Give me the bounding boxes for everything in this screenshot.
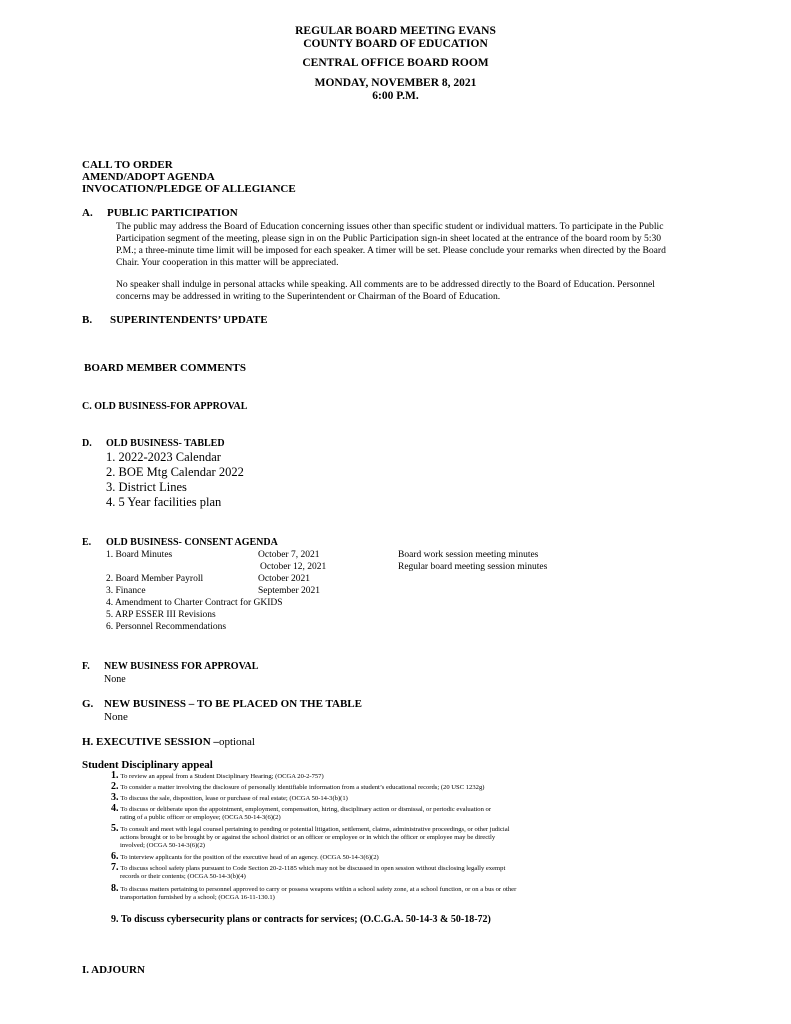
executive-session-heading [82,736,255,749]
appeal-item [111,885,651,906]
consent-item: 4. Amendment to Charter Contract for GKIDS [106,598,283,608]
section-c-title: C. OLD BUSINESS-FOR APPROVAL [82,401,248,412]
appeal-item [111,825,651,853]
header-line-2: COUNTY BOARD OF EDUCATION [303,38,488,50]
appeal-item-text: To review an appeal from a Student Disciplinary Hearing; (OCGA 20-2-757) [120,773,324,780]
tabled-list [106,450,244,510]
appeal-item [111,772,651,783]
para-line: Chair. Your cooperation in this matter will be appreciated. [116,257,339,268]
executive-session-optional: optional [218,736,255,748]
appeal-item [111,805,651,825]
consent-item: 6. Personnel Recommendations [106,622,227,632]
appeal-item-text: transportation furnished by a school; (OCGA 16-11-130.1) [120,894,275,901]
consent-note: Regular board meeting session minutes [398,562,548,572]
consent-item: 5. ARP ESSER III Revisions [106,610,216,620]
consent-date: October 7, 2021 [258,550,320,560]
section-g-letter: G. [82,698,94,710]
public-participation-paragraph-1 [116,221,716,269]
tabled-item: 3. District Lines [106,480,187,494]
appeal-item-text: To discuss school safety plans pursuant to Code Section 20-2-1185 which may not be discussed in open session without disclosing legally exempt [120,865,506,872]
appeal-item-text: actions brought or to be brought by or against the school district or an officer or employee or in which the officer or employee may be directly [120,834,496,841]
consent-item: 3. Finance [106,586,146,596]
section-d-letter: D. [82,438,92,449]
appeal-item-text: To discuss matters pertaining to personnel approved to carry or possess weapons within a school safety zone, at a school function, or on a bus or other [120,886,517,893]
appeal-item-number: 2. [111,781,119,792]
section-d-title: OLD BUSINESS- TABLED [106,438,225,449]
appeal-item-text: To consider a matter involving the disclosure of personally identifiable information from a student’s educational records; (20 USC 1232g) [120,784,485,791]
appeal-item-text: involved; (OCGA 50-14-3(6)(2) [120,842,205,849]
appeal-item [111,864,651,885]
appeal-item [111,853,651,864]
consent-date: September 2021 [258,586,321,596]
appeal-title: Student Disciplinary appeal [82,759,213,771]
appeal-item [111,783,651,794]
section-a-title: PUBLIC PARTICIPATION [107,207,238,219]
consent-item: 1. Board Minutes [106,550,173,560]
section-g-title: NEW BUSINESS – TO BE PLACED ON THE TABLE [104,698,362,710]
executive-session-title: H. EXECUTIVE SESSION – [82,736,219,748]
tabled-item: 4. 5 Year facilities plan [106,495,222,509]
section-b-letter: B. [82,314,93,326]
public-participation-paragraph-2 [116,279,716,303]
tabled-item: 2. BOE Mtg Calendar 2022 [106,465,244,479]
para-line: P.M.; a three-minute time limit will be imposed for each speaker. A timer will be set. Please conclude your remarks when directed by the Board [116,245,666,256]
consent-agenda-table [106,549,626,633]
appeal-item-number: 7. [111,862,119,873]
table-row [106,621,626,633]
table-row [106,561,626,573]
amend-adopt-agenda: AMEND/ADOPT AGENDA [82,171,215,183]
header-date: MONDAY, NOVEMBER 8, 2021 [314,77,477,89]
appeal-item-number: 5. [111,823,119,834]
appeal-list [111,772,651,906]
appeal-item-text: To discuss the sale, disposition, lease or purchase of real estate; (OCGA 50-14-3(b)(1) [120,795,348,802]
appeal-item-text: records or their contents; (OCGA 50-14-3(b)(4) [120,873,246,880]
section-e-title: OLD BUSINESS- CONSENT AGENDA [106,537,278,548]
invocation-pledge: INVOCATION/PLEDGE OF ALLEGIANCE [82,183,296,195]
section-a-letter: A. [82,207,93,219]
appeal-item-number: 6. [111,851,119,862]
appeal-item-text: To interview applicants for the position of the executive head of an agency. (OCGA 50-14-3(6)(2) [120,854,379,861]
appeal-item-text: To consult and meet with legal counsel pertaining to pending or potential litigation, settlement, claims, administrative proceedings, or other judicial [120,826,510,833]
consent-note: Board work session meeting minutes [398,550,539,560]
section-f-body: None [104,674,126,685]
appeal-item-number: 3. [111,792,119,803]
table-row [106,573,626,585]
section-f-letter: F. [82,661,90,672]
call-to-order: CALL TO ORDER [82,159,173,171]
header-time: 6:00 P.M. [372,90,419,102]
consent-date: October 12, 2021 [260,562,327,572]
para-line: The public may address the Board of Education concerning issues other than specific student or individual matters. To participate in the Public [116,221,664,232]
consent-date: October 2021 [258,574,310,584]
appeal-item-text: rating of a public officer or employee; (OCGA 50-14-3(6)(2) [120,814,281,821]
section-f-title: NEW BUSINESS FOR APPROVAL [104,661,259,672]
table-row [106,597,626,609]
tabled-item: 1. 2022-2023 Calendar [106,450,221,464]
section-g-body: None [104,711,128,723]
appeal-item-text: To discuss or deliberate upon the appointment, employment, compensation, hiring, disciplinary action or dismissal, or periodic evaluation or [120,806,492,813]
para-line: Participation segment of the meeting, please sign in on the Public Participation sign-in sheet located at the entrance of the board room by 5:30 [116,233,662,244]
para-line: No speaker shall indulge in personal attacks while speaking. All comments are to be addressed directly to the Board of Education. Personnel [116,279,655,290]
section-b-title: SUPERINTENDENTS’ UPDATE [110,314,268,326]
table-row [106,609,626,621]
appeal-item-number: 1. [111,770,119,781]
para-line: concerns may be addressed in writing to the Superintendent or Chairman of the Board of Education. [116,291,501,302]
appeal-item [111,794,651,805]
board-member-comments: BOARD MEMBER COMMENTS [84,362,246,374]
appeal-item-9: 9. To discuss cybersecurity plans or contracts for services; (O.C.G.A. 50-14-3 & 50-18-72) [111,914,491,925]
consent-item: 2. Board Member Payroll [106,574,204,584]
table-row [106,549,626,561]
appeal-item-number: 8. [111,883,119,894]
adjourn: I. ADJOURN [82,964,145,976]
table-row [106,585,626,597]
section-e-letter: E. [82,537,92,548]
header-location: CENTRAL OFFICE BOARD ROOM [302,57,489,69]
header-line-1: REGULAR BOARD MEETING EVANS [295,25,496,37]
appeal-item-number: 4. [111,803,119,814]
